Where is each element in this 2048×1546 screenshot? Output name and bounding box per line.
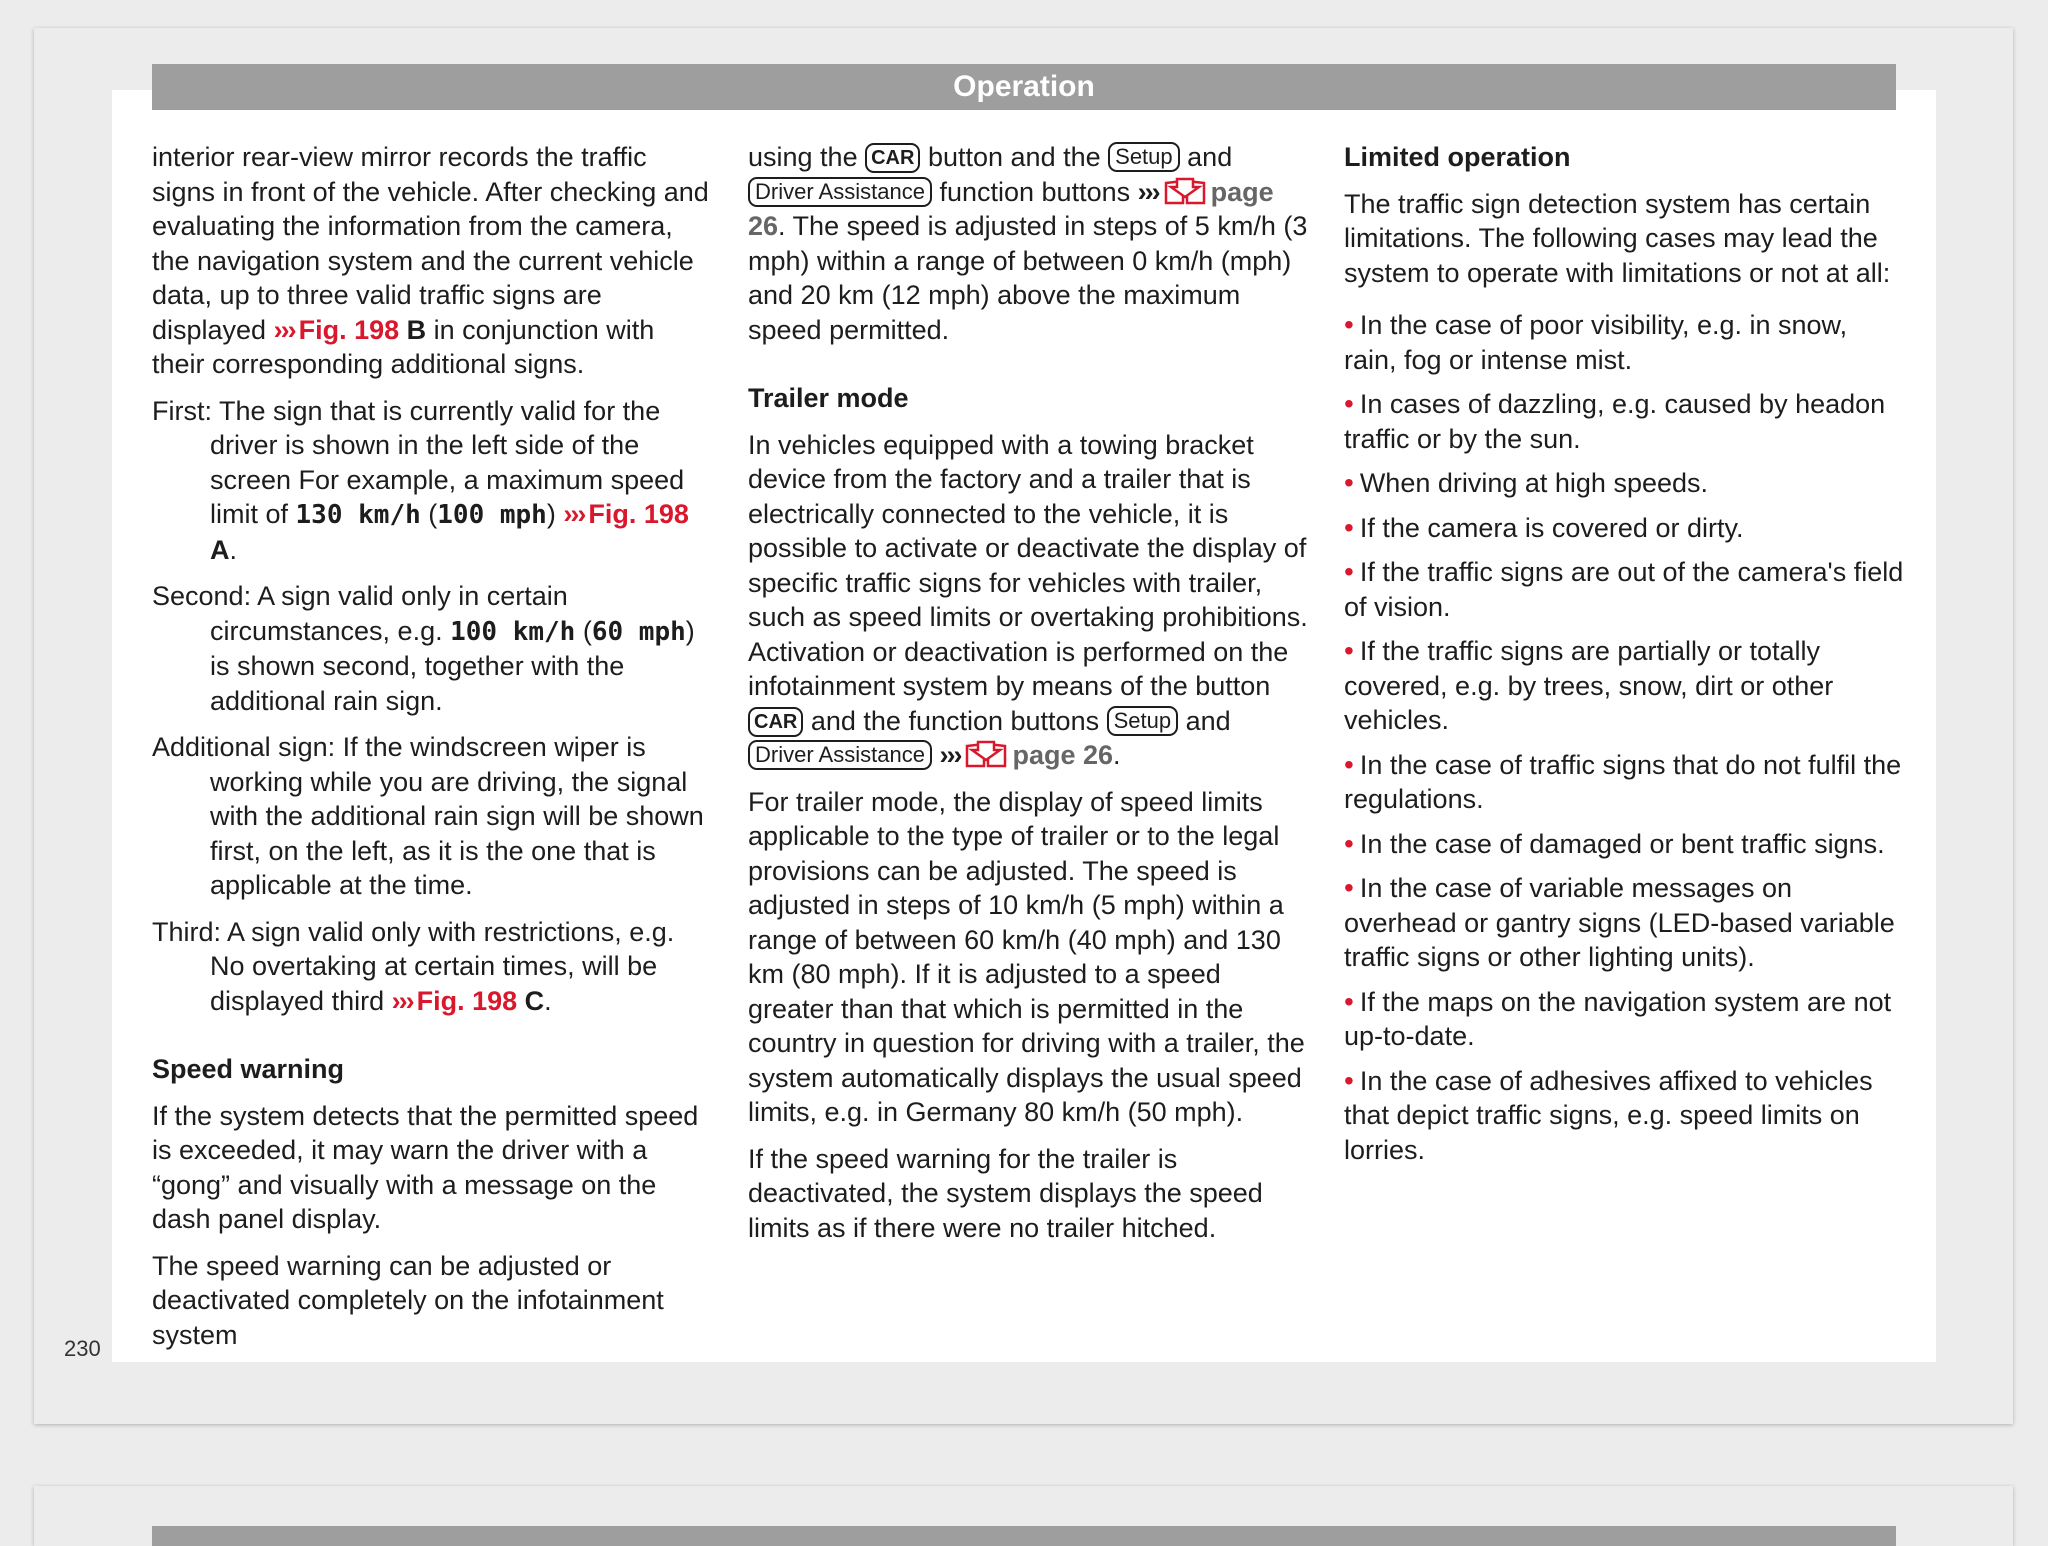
list-item — [1344, 466, 1904, 501]
bullet-icon: • — [1344, 872, 1354, 903]
list-item — [1344, 985, 1904, 1054]
list-item — [1344, 748, 1904, 817]
reference-arrows-icon: ››› — [939, 740, 961, 770]
bullet-icon: • — [1344, 748, 1354, 780]
speed-value: 60 mph — [591, 616, 686, 647]
section-header: Operation — [152, 64, 1896, 110]
book-reference-icon — [1163, 177, 1207, 205]
list-item — [1344, 511, 1904, 546]
text: button and the — [927, 142, 1101, 172]
text: In vehicles equipped with a towing bracket device from the factory and a trailer that is electrically connected to the vehicle, it is possible to activate or deactivate the display of specific traffic signs for vehicles with trailer, such as speed limits or overtaking prohibitions. Activation or deactivation is performed on the infotainment system by means of the button — [748, 429, 1308, 701]
item-text: If the windscreen wiper is working while you are driving, the signal with the additional rain sign will be shown first, on the left, as it is the one that is applicable at the time. — [210, 732, 704, 900]
bullet-icon: • — [1344, 827, 1354, 859]
list-item — [1344, 827, 1904, 862]
right-margin — [1936, 90, 2013, 1424]
item-label: Second: — [152, 581, 252, 611]
bullet-text: In the case of adhesives affixed to vehicles that depict traffic signs, e.g. speed limits on lorries. — [1344, 1065, 1873, 1165]
bullet-icon: • — [1344, 635, 1354, 666]
left-margin — [34, 28, 112, 1424]
page-link[interactable]: page 26 — [1012, 740, 1114, 770]
bullet-icon: • — [1344, 467, 1354, 498]
intro-paragraph — [152, 140, 712, 382]
reference-arrows-icon: ››› — [563, 499, 585, 529]
item-label: Third: — [152, 916, 222, 947]
column-2 — [748, 140, 1308, 1257]
top-right-margin — [1896, 28, 2013, 90]
driver-assistance-button[interactable]: Driver Assistance — [748, 177, 932, 207]
speed-value: 100 km/h — [450, 616, 576, 647]
bullet-text: In cases of dazzling, e.g. caused by headon traffic or by the sun. — [1344, 389, 1886, 454]
setup-button[interactable]: Setup — [1107, 706, 1179, 736]
item-text: A sign valid only with restrictions, e.g. No overtaking at certain times, will be displayed third — [210, 916, 675, 1016]
item-text: A sign valid only in certain circumstances, e.g. — [210, 581, 568, 646]
bullet-text: In the case of poor visibility, e.g. in snow, rain, fog or intense mist. — [1344, 310, 1848, 375]
text: . The speed is adjusted in steps of 5 km/h (3 mph) within a range of between 0 km/h (mph) and 20 km (12 mph) above the maximum speed permitted. — [748, 211, 1308, 345]
top-margin — [152, 28, 1896, 64]
text: using the — [748, 142, 858, 172]
bullet-text: In the case of traffic signs that do not fulfil the regulations. — [1344, 749, 1902, 814]
item-label: First: — [152, 395, 212, 426]
intro-text: interior rear-view mirror records the traffic signs in front of the vehicle. After checking and evaluating the information from the camera, the navigation system and the current vehicle data, up to three valid traffic signs are displayed — [152, 142, 709, 345]
column-1 — [152, 140, 712, 1364]
speed-value: 100 mph — [437, 500, 547, 530]
item-label: Additional sign: — [152, 732, 336, 762]
list-item — [1344, 634, 1904, 738]
bullet-icon: • — [1344, 309, 1354, 340]
intro-text-end: in conjunction with their corresponding additional signs. — [152, 314, 655, 379]
setup-button[interactable]: Setup — [1108, 142, 1180, 172]
trailer-paragraph-3: If the speed warning for the trailer is deactivated, the system displays the speed limits as if there were no trailer hitched. — [748, 1143, 1263, 1243]
next-page-header-bar — [152, 1526, 1896, 1546]
column-3 — [1344, 140, 1904, 1177]
figure-link[interactable]: Fig. 198 — [298, 314, 400, 345]
speed-warning-paragraph: If the system detects that the permitted speed is exceeded, it may warn the driver with a “gong” and visually with a message on the dash panel display. — [152, 1100, 699, 1234]
list-item — [1344, 1064, 1904, 1168]
list-item — [1344, 871, 1904, 975]
speed-warning-heading: Speed warning — [152, 1054, 345, 1084]
list-item — [1344, 387, 1904, 456]
list-item-additional — [152, 730, 712, 903]
reference-arrows-icon: ››› — [273, 314, 295, 345]
reference-arrows-icon: ››› — [1137, 176, 1159, 207]
bullet-text: If the maps on the navigation system are not up-to-date. — [1344, 986, 1892, 1051]
bullet-icon: • — [1344, 985, 1354, 1017]
page-link[interactable]: page 26 — [748, 176, 1274, 241]
trailer-paragraph-2: For trailer mode, the display of speed limits applicable to the type of trailer or to the legal provisions can be adjusted. The speed is adjusted in steps of 10 km/h (5 mph) within a range of between 60 km/h (40 mph) and 130 km (80 mph). If it is adjusted to a speed greater than that which is permitted in the country in question for driving with a trailer, the system automatically displays the usual speed limits, e.g. in Germany 80 km/h (50 mph). — [748, 786, 1305, 1127]
speed-value: 130 km/h — [295, 500, 421, 530]
next-page-top-margin — [152, 1486, 1896, 1526]
limited-operation-intro: The traffic sign detection system has certain limitations. The following cases may lead the system to operate with limitations or not at all: — [1344, 188, 1891, 288]
bottom-margin — [34, 1362, 2013, 1424]
text: and — [1187, 142, 1233, 172]
item-text-end: is shown second, together with the additional rain sign. — [210, 651, 625, 716]
list-item-second: Second: A sign valid only in certain circumstances, e.g. 100 km/h (60 mph) is shown second, together with the additional rain sign. — [152, 581, 695, 716]
bullet-text: When driving at high speeds. — [1359, 468, 1709, 498]
figure-letter: B — [406, 314, 427, 345]
list-item — [1344, 555, 1904, 624]
trailer-mode-heading: Trailer mode — [748, 383, 909, 413]
bullet-icon: • — [1344, 511, 1354, 543]
bullet-text: If the traffic signs are out of the camera's field of vision. — [1344, 557, 1904, 622]
limited-operation-heading: Limited operation — [1344, 142, 1571, 172]
next-page-left-margin — [34, 1486, 152, 1546]
figure-link[interactable]: Fig. 198 — [416, 985, 518, 1016]
book-reference-icon — [964, 740, 1008, 768]
car-button[interactable]: CAR — [865, 143, 920, 173]
bullet-icon: • — [1344, 556, 1354, 587]
trailer-paragraph-1: In vehicles equipped with a towing bracket device from the factory and a trailer that is electrically connected to the vehicle, it is possible to activate or deactivate the display of specific traffic signs for vehicles with trailer, such as speed limits or overtaking prohibitions. Activation or deactivation is performed on the infotainment system by means of the button CAR and the function buttons Setup and Driver Assistance ››› page 26. — [748, 429, 1308, 770]
text: and the function buttons — [810, 705, 1100, 736]
list-item-first: First: The sign that is currently valid for the driver is shown in the left side of the screen For example, a maximum speed limit of 130 km/h (100 mph) ››› Fig. 198 A. — [152, 395, 689, 565]
bullet-text: In the case of damaged or bent traffic signs. — [1359, 828, 1885, 859]
car-button[interactable]: CAR — [748, 707, 803, 737]
figure-letter: C — [524, 985, 545, 1016]
list-item — [1344, 308, 1904, 377]
page-number: 230 — [64, 1336, 101, 1361]
driver-assistance-button[interactable]: Driver Assistance — [748, 740, 932, 770]
list-item-third: Third: A sign valid only with restrictions, e.g. No overtaking at certain times, will be displayed third ››› Fig. 198 C. — [152, 916, 675, 1016]
bullet-text: If the traffic signs are partially or totally covered, e.g. by trees, snow, dirt or other vehicles. — [1344, 636, 1834, 735]
text: and — [1185, 705, 1231, 736]
reference-arrows-icon: ››› — [391, 985, 413, 1016]
adjust-paragraph — [748, 140, 1308, 347]
text: function buttons — [939, 176, 1131, 207]
bullet-text: If the camera is covered or dirty. — [1359, 512, 1744, 543]
bullet-icon: • — [1344, 388, 1354, 419]
bullet-icon: • — [1344, 1064, 1354, 1096]
figure-link[interactable]: Fig. 198 — [588, 499, 689, 529]
next-page-right-margin — [1896, 1486, 2013, 1546]
item-text: The sign that is currently valid for the driver is shown in the left side of the screen For example, a maximum speed limit of — [210, 395, 685, 529]
figure-letter: A — [210, 534, 230, 565]
speed-warning-paragraph-2: The speed warning can be adjusted or deactivated completely on the infotainment system — [152, 1250, 664, 1350]
bullet-text: In the case of variable messages on overhead or gantry signs (LED-based variable traffic signs or other lighting units). — [1344, 873, 1895, 972]
